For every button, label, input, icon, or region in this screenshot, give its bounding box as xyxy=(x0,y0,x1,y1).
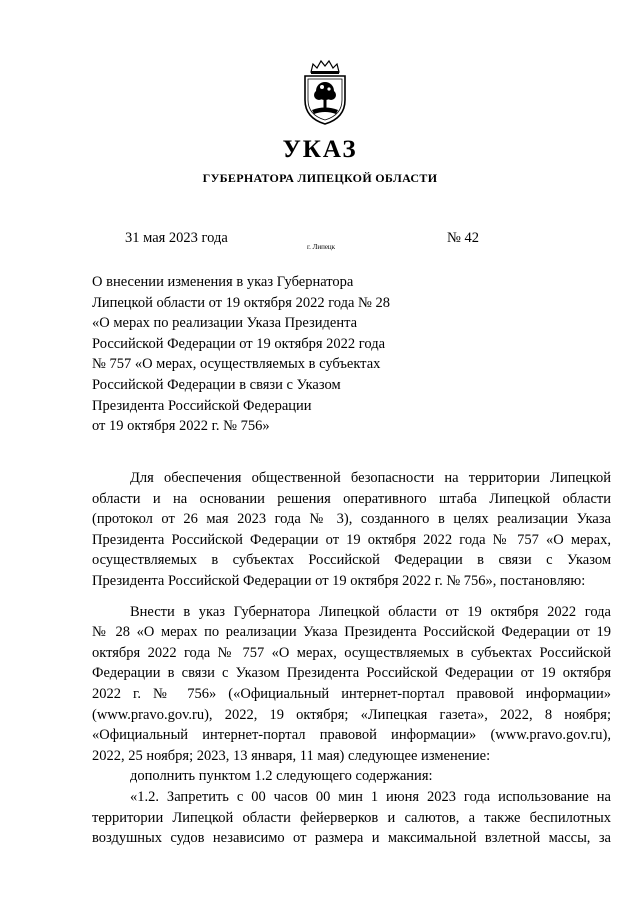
paragraph-line: осуществляемых в субъектах Российской Федерации в связи с Указом xyxy=(92,552,611,569)
paragraph-line: Президента Российской Федерации от 19 октября 2022 г. № 756», постановляю: xyxy=(92,572,586,589)
paragraph-line: Федерации в связи с Указом Президента Российской Федерации от 19 октября xyxy=(92,665,611,682)
paragraph-line: территории Липецкой области фейерверков и салютов, а также беспилотных xyxy=(92,809,611,826)
paragraph-line: (протокол от 26 мая 2023 года № 3), созданного в целях реализации Указа xyxy=(92,511,611,528)
preamble-paragraph xyxy=(92,468,611,592)
document-subtitle: ГУБЕРНАТОРА ЛИПЕЦКОЙ ОБЛАСТИ xyxy=(202,171,438,185)
subject-line: О внесении изменения в указ Губернатора xyxy=(92,274,354,290)
paragraph-line: области и на основании решения оперативного штаба Липецкой области xyxy=(92,490,611,507)
paragraph-line: «Официальный интернет-портал правовой информации» (www.pravo.gov.ru), xyxy=(92,727,611,744)
document-city: г. Липецк xyxy=(307,243,336,251)
document-date: 31 мая 2023 года xyxy=(125,230,228,246)
subject-line: от 19 октября 2022 г. № 756» xyxy=(92,418,270,435)
subject-line: Российской Федерации в связи с Указом xyxy=(92,376,341,393)
amendment-text-paragraph xyxy=(92,787,611,849)
paragraph-line: № 28 «О мерах по реализации Указа Президента Российской Федерации от 19 xyxy=(92,624,611,641)
paragraph-line: «1.2. Запретить с 00 часов 00 мин 1 июня 2023 года использование на xyxy=(130,788,611,805)
document-subject xyxy=(92,272,422,437)
decree-paragraph xyxy=(92,602,611,767)
paragraph-line: дополнить пунктом 1.2 следующего содержания: xyxy=(130,768,433,785)
paragraph-line: 2022, 25 ноября; 2023, 13 января, 11 мая) следующее изменение: xyxy=(92,747,491,764)
subject-line: № 757 «О мерах, осуществляемых в субъектах xyxy=(92,356,381,373)
subject-line: Российской Федерации от 19 октября 2022 года xyxy=(92,335,386,352)
paragraph-line: октября 2022 года № 757 «О мерах, осуществляемых в субъектах Российской xyxy=(92,644,611,661)
document-title: УКАЗ xyxy=(282,136,358,163)
subject-line: Президента Российской Федерации xyxy=(92,397,312,414)
paragraph-line: Президента Российской Федерации от 19 октября 2022 года № 757 «О мерах, xyxy=(92,531,611,548)
coat-of-arms-emblem xyxy=(296,58,354,126)
paragraph-line: 2022 г. № 756» («Официальный интернет-портал правовой информации» xyxy=(92,685,611,702)
paragraph-line: воздушных судов независимо от размера и максимальной взлетной массы, за xyxy=(92,830,611,847)
amendment-intro-paragraph xyxy=(92,766,611,787)
document-body xyxy=(92,468,611,849)
subject-line: Липецкой области от 19 октября 2022 года № 28 xyxy=(92,294,391,311)
paragraph-line: Для обеспечения общественной безопасности на территории Липецкой xyxy=(130,470,611,486)
paragraph-line: (www.pravo.gov.ru), 2022, 19 октября; «Липецкая газета», 2022, 8 ноября; xyxy=(92,706,611,723)
subject-line: «О мерах по реализации Указа Президента xyxy=(92,315,358,332)
document-number: № 42 xyxy=(447,230,479,246)
paragraph-line: Внести в указ Губернатора Липецкой области от 19 октября 2022 года xyxy=(130,603,611,620)
